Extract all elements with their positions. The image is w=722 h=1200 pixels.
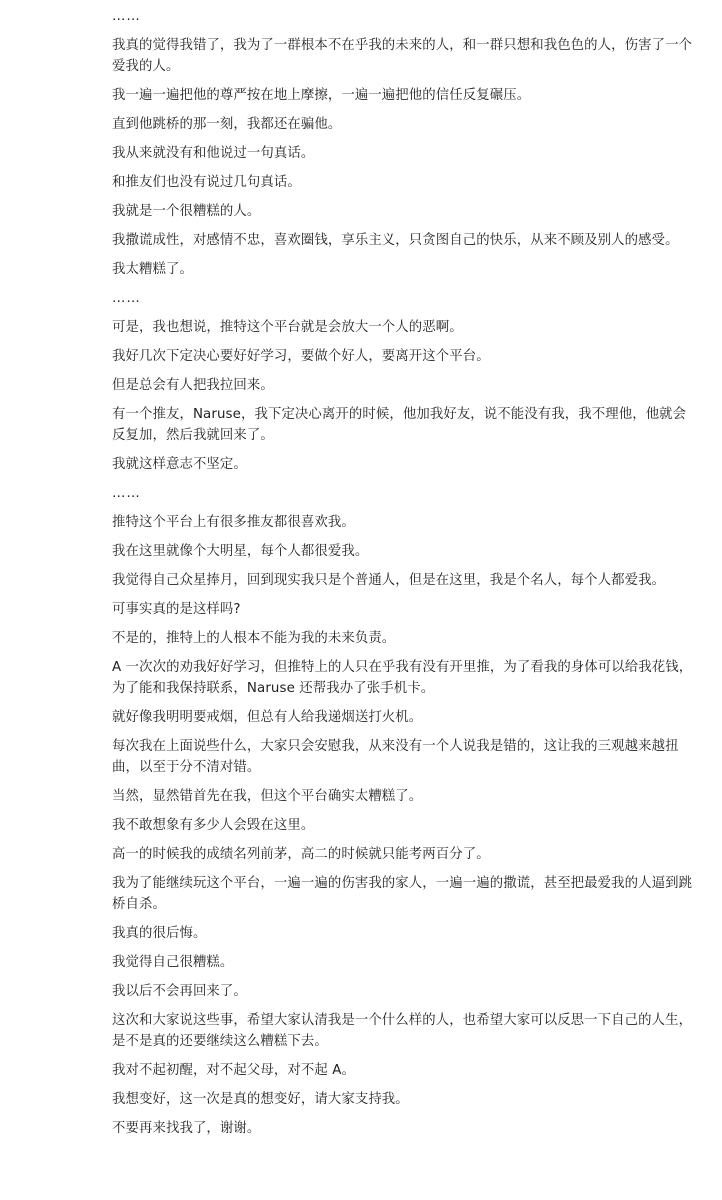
paragraph: 不要再来找我了，谢谢。 [112,1121,261,1136]
paragraph: 我想变好，这一次是真的想变好，请大家支持我。 [112,1092,409,1107]
paragraph: 我觉得自己众星捧月，回到现实我只是个普通人，但是在这里，我是个名人，每个人都爱我。 [112,573,666,588]
paragraph: 高一的时候我的成绩名列前茅，高二的时候就只能考两百分了。 [112,847,490,862]
paragraph: 不是的，推特上的人根本不能为我的未来负责。 [112,631,396,646]
paragraph: 我对不起初醒，对不起父母，对不起 A。 [112,1063,355,1078]
paragraph: 我从来就没有和他说过一句真话。 [112,146,315,161]
paragraph: 推特这个平台上有很多推友都很喜欢我。 [112,515,355,530]
paragraph: 可是，我也想说，推特这个平台就是会放大一个人的恶啊。 [112,320,463,335]
paragraph: 我在这里就像个大明星，每个人都很爱我。 [112,544,369,559]
paragraph: 我就这样意志不坚定。 [112,457,247,472]
paragraph: 直到他跳桥的那一刻，我都还在骗他。 [112,117,342,132]
paragraph: 每次我在上面说些什么，大家只会安慰我，从来没有一个人说我是错的，这让我的三观越来越扭曲，以至于分不清对错。 [112,739,679,775]
paragraph: 我不敢想象有多少人会毁在这里。 [112,818,315,833]
paragraph: 这次和大家说这些事，希望大家认清我是一个什么样的人，也希望大家可以反思一下自己的人生，是不是真的还要继续这么糟糕下去。 [112,1013,693,1049]
paragraph: 我太糟糕了。 [112,262,193,277]
paragraph: 我撒谎成性，对感情不忠，喜欢圈钱，享乐主义，只贪图自己的快乐，从来不顾及别人的感受。 [112,233,679,248]
paragraph: 有一个推友，Naruse，我下定决心离开的时候，他加我好友，说不能没有我，我不理他，他就会反复加，然后我就回来了。 [112,407,687,443]
paragraph: 但是总会有人把我拉回来。 [112,378,274,393]
paragraph: 我觉得自己很糟糕。 [112,955,234,970]
paragraph: 我为了能继续玩这个平台，一遍一遍的伤害我的家人，一遍一遍的撒谎，甚至把最爱我的人逼到跳桥自杀。 [112,876,693,912]
paragraph: 我就是一个很糟糕的人。 [112,204,261,219]
paragraph: 当然，显然错首先在我，但这个平台确实太糟糕了。 [112,789,423,804]
paragraph: 可事实真的是这样吗? [112,602,241,617]
paragraph: 就好像我明明要戒烟，但总有人给我递烟送打火机。 [112,710,423,725]
paragraph-ellipsis: …… [112,486,141,501]
paragraph: 我以后不会再回来了。 [112,984,247,999]
paragraph: A 一次次的劝我好好学习，但推特上的人只在乎我有没有开里推，为了看我的身体可以给我花钱，为了能和我保持联系，Naruse 还帮我办了张手机卡。 [112,660,693,696]
paragraph-ellipsis: …… [112,9,141,24]
paragraph: 我一遍一遍把他的尊严按在地上摩擦，一遍一遍把他的信任反复碾压。 [112,88,531,103]
paragraph: 和推友们也没有说过几句真话。 [112,175,301,190]
paragraph: 我好几次下定决心要好好学习，要做个好人，要离开这个平台。 [112,349,490,364]
paragraph: 我真的很后悔。 [112,926,207,941]
paragraph-ellipsis: …… [112,291,141,306]
paragraph: 我真的觉得我错了，我为了一群根本不在乎我的未来的人，和一群只想和我色色的人，伤害了一个爱我的人。 [112,38,693,74]
